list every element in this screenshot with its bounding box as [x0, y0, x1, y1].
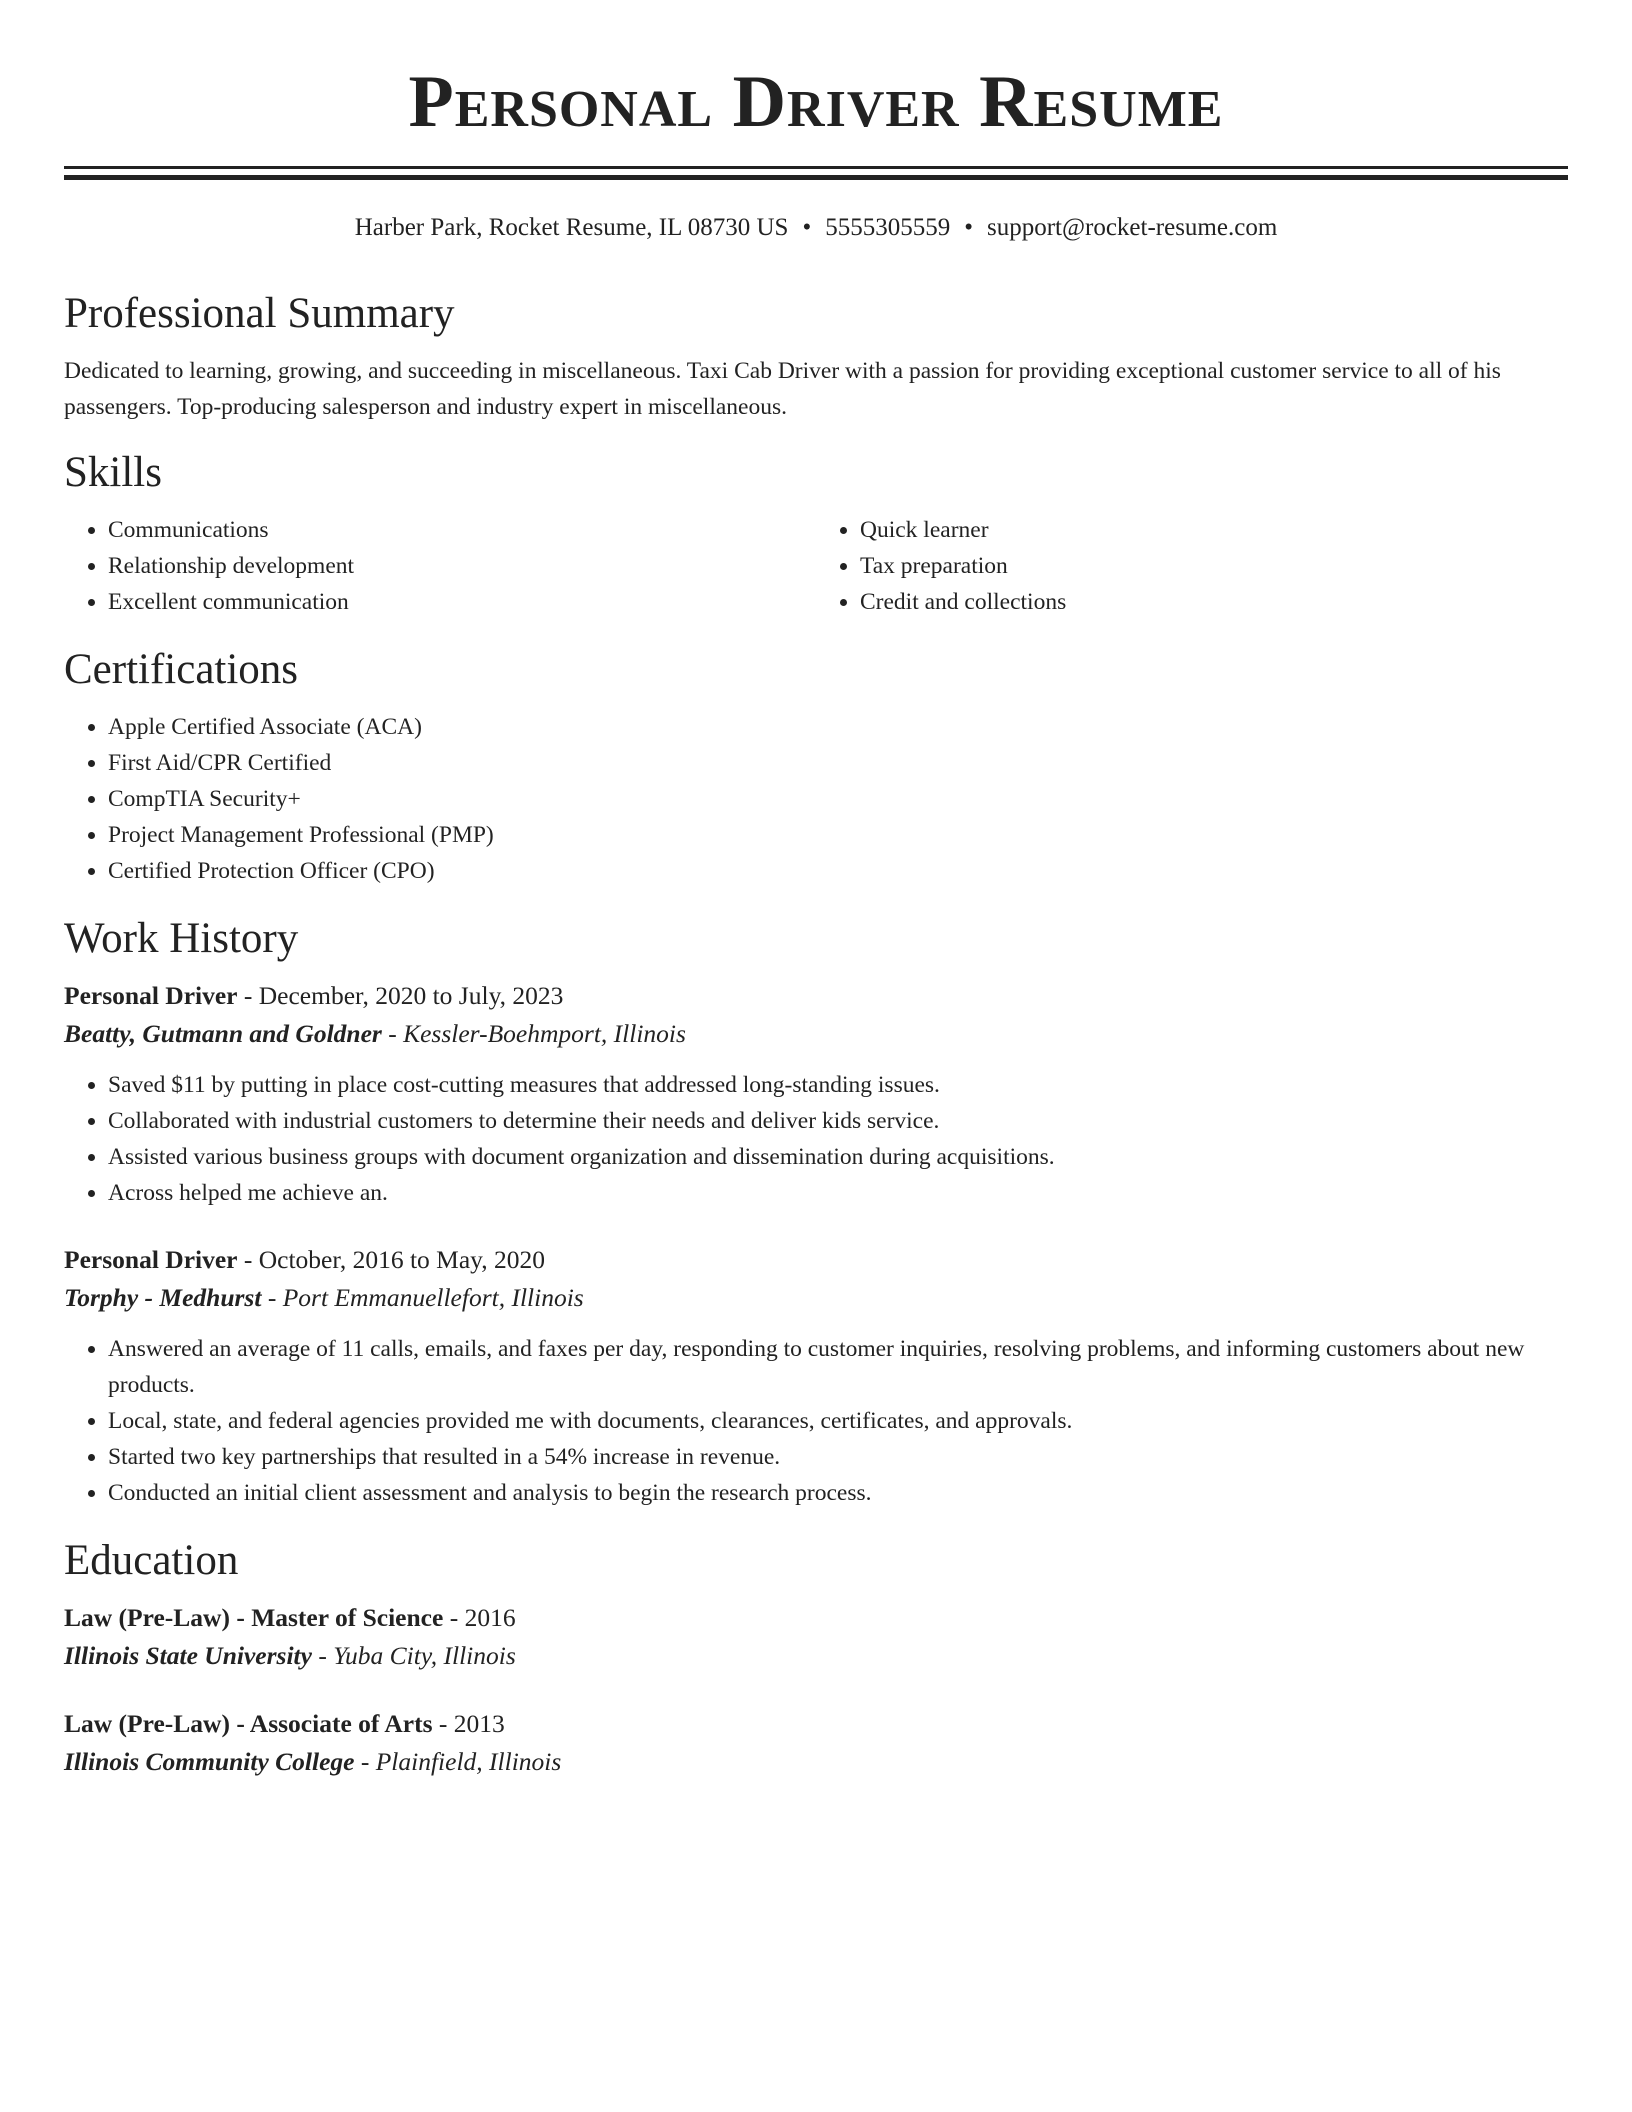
work-history-heading: Work History — [64, 915, 299, 962]
resume-title: Personal Driver Resume — [408, 61, 1224, 143]
job-dates: October, 2016 to May, 2020 — [258, 1245, 546, 1274]
employer-line: Beatty, Gutmann and Goldner - Kessler-Boehmport, Illinois — [64, 1019, 686, 1048]
employer-name: Torphy - Medhurst — [64, 1283, 262, 1312]
certification-item: • CompTIA Security+ — [108, 781, 1568, 817]
education-heading: Education — [64, 1537, 239, 1584]
school-location: Plainfield, Illinois — [375, 1747, 562, 1776]
employer-name: Beatty, Gutmann and Goldner — [64, 1019, 382, 1048]
school-name: Illinois Community College — [64, 1747, 355, 1776]
contact-address: Harber Park, Rocket Resume, IL 08730 US — [354, 214, 789, 241]
job-duty: • Started two key partnerships that resulted in a 54% increase in revenue. — [108, 1439, 1568, 1475]
school-name: Illinois State University — [64, 1641, 312, 1670]
title-divider-thin — [64, 166, 1568, 169]
job-duties-list — [64, 1331, 1568, 1511]
skill-item: • Relationship development — [108, 548, 816, 584]
skill-item: • Credit and collections — [860, 584, 1568, 620]
contact-separator: • — [964, 214, 973, 241]
job-duty: • Saved $11 by putting in place cost-cutting measures that addressed long-standing issues. — [108, 1067, 1568, 1103]
degree-line: Law (Pre-Law) - Master of Science - 2016 — [64, 1603, 516, 1632]
job-duty: • Collaborated with industrial customers to determine their needs and deliver kids service. — [108, 1103, 1568, 1139]
contact-phone: 5555305559 — [825, 214, 951, 241]
degree-line: Law (Pre-Law) - Associate of Arts - 2013 — [64, 1709, 505, 1738]
skills-section — [64, 447, 1568, 620]
job-title: Personal Driver — [64, 981, 238, 1010]
certifications-section — [64, 644, 1568, 889]
job-entry — [64, 977, 1568, 1211]
contact-separator: • — [802, 214, 812, 241]
job-duty: • Across helped me achieve an. — [108, 1175, 1568, 1211]
employer-location: Kessler-Boehmport, Illinois — [403, 1019, 686, 1048]
skill-item: • Tax preparation — [860, 548, 1568, 584]
degree-name: Law (Pre-Law) - Associate of Arts — [64, 1709, 433, 1738]
education-section — [64, 1535, 1568, 1781]
certification-item: • Certified Protection Officer (CPO) — [108, 853, 1568, 889]
graduation-year: 2013 — [453, 1709, 505, 1738]
job-title: Personal Driver — [64, 1245, 238, 1274]
skills-column-left — [64, 512, 816, 620]
contact-line — [64, 212, 1568, 244]
job-duty: • Assisted various business groups with document organization and dissemination during acquisitions. — [108, 1139, 1568, 1175]
job-duties-list — [64, 1067, 1568, 1211]
title-divider-thick — [64, 175, 1568, 180]
job-entry — [64, 1241, 1568, 1511]
degree-name: Law (Pre-Law) - Master of Science — [64, 1603, 444, 1632]
skills-column-right — [816, 512, 1568, 620]
job-title-line: Personal Driver - October, 2016 to May, 2020 — [64, 1245, 546, 1274]
summary-heading: Professional Summary — [64, 290, 455, 337]
summary-text: Dedicated to learning, growing, and succeeding in miscellaneous. Taxi Cab Driver with a passion for providing exceptional customer service to all of his passengers. Top-producing salesperson and industry expert in miscellaneous. — [64, 358, 1501, 420]
certifications-heading: Certifications — [64, 646, 299, 693]
certifications-list — [64, 709, 1568, 889]
education-entry — [64, 1599, 1568, 1675]
education-entry — [64, 1705, 1568, 1781]
summary-section — [64, 288, 1568, 425]
job-title-line: Personal Driver - December, 2020 to July, 2023 — [64, 981, 564, 1010]
skills-list — [64, 512, 1568, 620]
skill-item: • Quick learner — [860, 512, 1568, 548]
certification-item: • Apple Certified Associate (ACA) — [108, 709, 1568, 745]
job-duty: • Conducted an initial client assessment and analysis to begin the research process. — [108, 1475, 1568, 1511]
graduation-year: 2016 — [464, 1603, 516, 1632]
contact-email[interactable]: support@rocket-resume.com — [986, 214, 1278, 241]
skills-heading: Skills — [64, 449, 162, 496]
skill-item: • Excellent communication — [108, 584, 816, 620]
job-dates: December, 2020 to July, 2023 — [258, 981, 564, 1010]
certification-item: • First Aid/CPR Certified — [108, 745, 1568, 781]
school-line: Illinois State University - Yuba City, Illinois — [64, 1641, 516, 1670]
employer-line: Torphy - Medhurst - Port Emmanuellefort, Illinois — [64, 1283, 584, 1312]
school-line: Illinois Community College - Plainfield, Illinois — [64, 1747, 562, 1776]
job-duty: • Local, state, and federal agencies provided me with documents, clearances, certificates, and approvals. — [108, 1403, 1568, 1439]
certification-item: • Project Management Professional (PMP) — [108, 817, 1568, 853]
job-duty: • Answered an average of 11 calls, emails, and faxes per day, responding to customer inquiries, resolving problems, and informing customers about new products. — [108, 1331, 1568, 1403]
school-location: Yuba City, Illinois — [333, 1641, 516, 1670]
work-history-section — [64, 913, 1568, 1511]
employer-location: Port Emmanuellefort, Illinois — [282, 1283, 584, 1312]
skill-item: • Communications — [108, 512, 816, 548]
